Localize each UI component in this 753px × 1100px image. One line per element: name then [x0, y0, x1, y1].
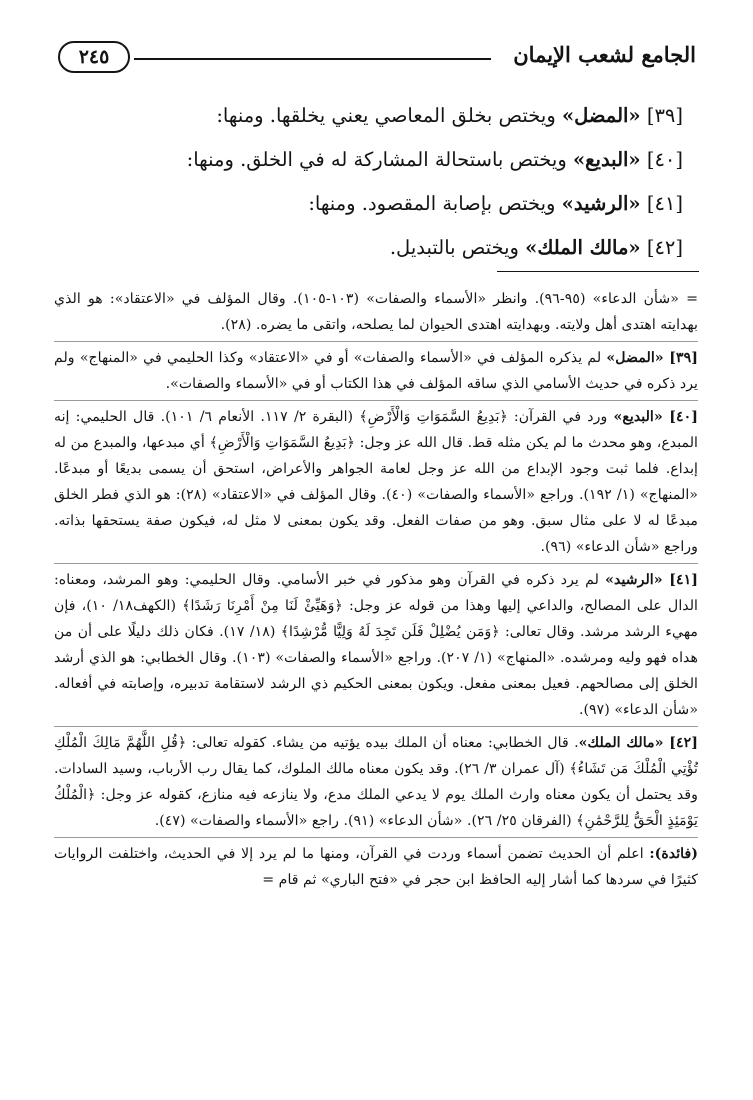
item-description: ويختص باستحالة المشاركة له في الخلق. ومنها: — [186, 148, 573, 171]
footnote-divider — [54, 837, 698, 838]
footnote-lead: [٤٢] «مالك الملك» — [578, 735, 698, 751]
main-item-40 — [83, 140, 683, 184]
footnote-divider — [54, 563, 698, 564]
footnote-40 — [54, 404, 698, 560]
footnote-text: = «شأن الدعاء» (٩٥-٩٦). وانظر «الأسماء والصفات» (١٠٣-١٠٥). وقال المؤلف في «الاعتقاد»: هو الذي بهدايته اهتدى أهل ولايته. وبهدايته اهتدى الحيوان لما يصلحه، واتقى ما يضره. (٢٨). — [54, 291, 698, 333]
footnote-lead: (فائدة): — [649, 846, 698, 862]
footnote-42 — [54, 730, 698, 834]
item-number: [٤٢] — [646, 236, 683, 259]
item-number: [٣٩] — [646, 104, 683, 127]
item-description: ويختص بخلق المعاصي يعني يخلقها. ومنها: — [216, 104, 562, 127]
footnote-divider — [54, 341, 698, 342]
footnote-text: . قال الخطابي: معناه أن الملك بيده يؤتيه من يشاء. كقوله تعالى: ﴿قُلِ اللَّهُمَّ مَالِكَ الْمُلْكِ تُؤْتِي الْمُلْكَ مَن تَشَاءُ﴾ (آل عمران ٣/ ٢٦). وقد يكون معناه مالك الملوك، كما يقال رب الأرباب، وسيد السادات. وقد يحتمل أن يكون معناه وارث الملك يوم لا يدعي الملك مدع، ولا ينازعه فيه منازع، كقوله عز وجل: ﴿الْمُلْكُ يَوْمَئِذٍ الْحَقُّ لِلرَّحْمَٰنِ﴾ (الفرقان ٢٥/ ٢٦). «شأن الدعاء» (٩١). راجع «الأسماء والصفات» (٤٧). — [54, 735, 698, 829]
item-description: ويختص بإصابة المقصود. ومنها: — [308, 192, 562, 215]
page-number-badge: ٢٤٥ — [58, 41, 130, 73]
running-header — [58, 38, 696, 78]
footnote-benefit — [54, 841, 698, 893]
item-description: ويختص بالتبديل. — [389, 236, 526, 259]
item-name: «الرشيد» — [561, 192, 641, 215]
footnote-39 — [54, 345, 698, 397]
footnote-text: لم يرد ذكره في القرآن وهو مذكور في خبر الأسامي. وقال الحليمي: وهو المرشد، ومعناه: الدال على المصالح، والداعي إليها وهذا من قوله عز وجل: ﴿وَهَيِّئْ لَنَا مِنْ أَمْرِنَا رَشَدًا﴾ (الكهف١٨/ ١٠)، فإن مهيء الرشد مرشد. وقال تعالى: ﴿وَمَن يُضْلِلْ فَلَن تَجِدَ لَهُ وَلِيًّا مُّرْشِدًا﴾ (١٨/ ١٧). فكان ذلك دليلًا على أن من هداه فهو وليه ومرشده. «المنهاج» (١/ ٢٠٧). وراجع «الأسماء والصفات» (١٠٣). وقال الخطابي: هو الذي أرشد الخلق إلى مصالحهم. فعيل بمعنى مفعل. ويكون بمعنى الحكيم ذي الرشد لاستقامة تدبيره، وإصابته في أفعاله. «شأن الدعاء» (٩٧). — [54, 572, 699, 718]
footnote-41 — [54, 567, 698, 723]
footnote-text: ورد في القرآن: ﴿بَدِيعُ السَّمَوَاتِ وَالْأَرْضِ﴾ (البقرة ٢/ ١١٧. الأنعام ٦/ ١٠١). قال الحليمي: إنه المبدع، وهو محدث ما لم يكن مثله قط. قال الله عز وجل: ﴿بَدِيعُ السَّمَوَاتِ وَالْأَرْضِ﴾ أي مبدعها، والمبدع من له إبداع. فلما ثبت وجود الإبداع من الله عز وجل لعامة الجواهر والأعراض، استحق أن يسمى بديعًا أو مبدعًا. «المنهاج» (١/ ١٩٢). وراجع «الأسماء والصفات» (٤٠). وقال المؤلف في «الاعتقاد» (٢٨): هو الذي فطر الخلق مبدعًا له لا على مثال سبق. وهو من صفات الفعل. وقد يكون بمعنى لا مثل له، فيكون صفة يستحقها بذاته. وراجع «شأن الدعاء» (٩٦). — [54, 409, 698, 555]
footnote-lead: [٤١] «الرشيد» — [605, 572, 698, 588]
item-name: «المضل» — [561, 104, 641, 127]
footnote-lead: [٤٠] «البديع» — [613, 409, 698, 425]
book-title: الجامع لشعب الإيمان — [513, 42, 696, 67]
footnote-lead: [٣٩] «المضل» — [606, 350, 698, 366]
footnote-divider — [54, 400, 698, 401]
item-name: «البديع» — [572, 148, 641, 171]
item-name: «مالك الملك» — [525, 236, 641, 259]
footnote-text: لم يذكره المؤلف في «الأسماء والصفات» أو في «الاعتقاد» وكذا الحليمي في «المنهاج» ولم يرد ذكره في حديث الأسامي الذي ساقه المؤلف في هذا الكتاب أو في «الأسماء والصفات». — [54, 350, 698, 392]
footnote-divider — [54, 726, 698, 727]
item-number: [٤١] — [646, 192, 683, 215]
footnote-separator — [497, 271, 699, 272]
main-item-42 — [83, 228, 683, 272]
main-item-41 — [83, 184, 683, 228]
footnote-continuation — [54, 286, 698, 338]
header-rule — [134, 58, 491, 60]
main-text — [83, 96, 683, 272]
footnotes — [54, 286, 698, 893]
item-number: [٤٠] — [646, 148, 683, 171]
main-item-39 — [83, 96, 683, 140]
footnote-text: اعلم أن الحديث تضمن أسماء وردت في القرآن، ومنها ما لم يرد إلا في الحديث، واختلفت الروايات كثيرًا في سردها كما أشار إليه الحافظ ابن حجر في «فتح الباري» ثم قام = — [54, 846, 698, 888]
